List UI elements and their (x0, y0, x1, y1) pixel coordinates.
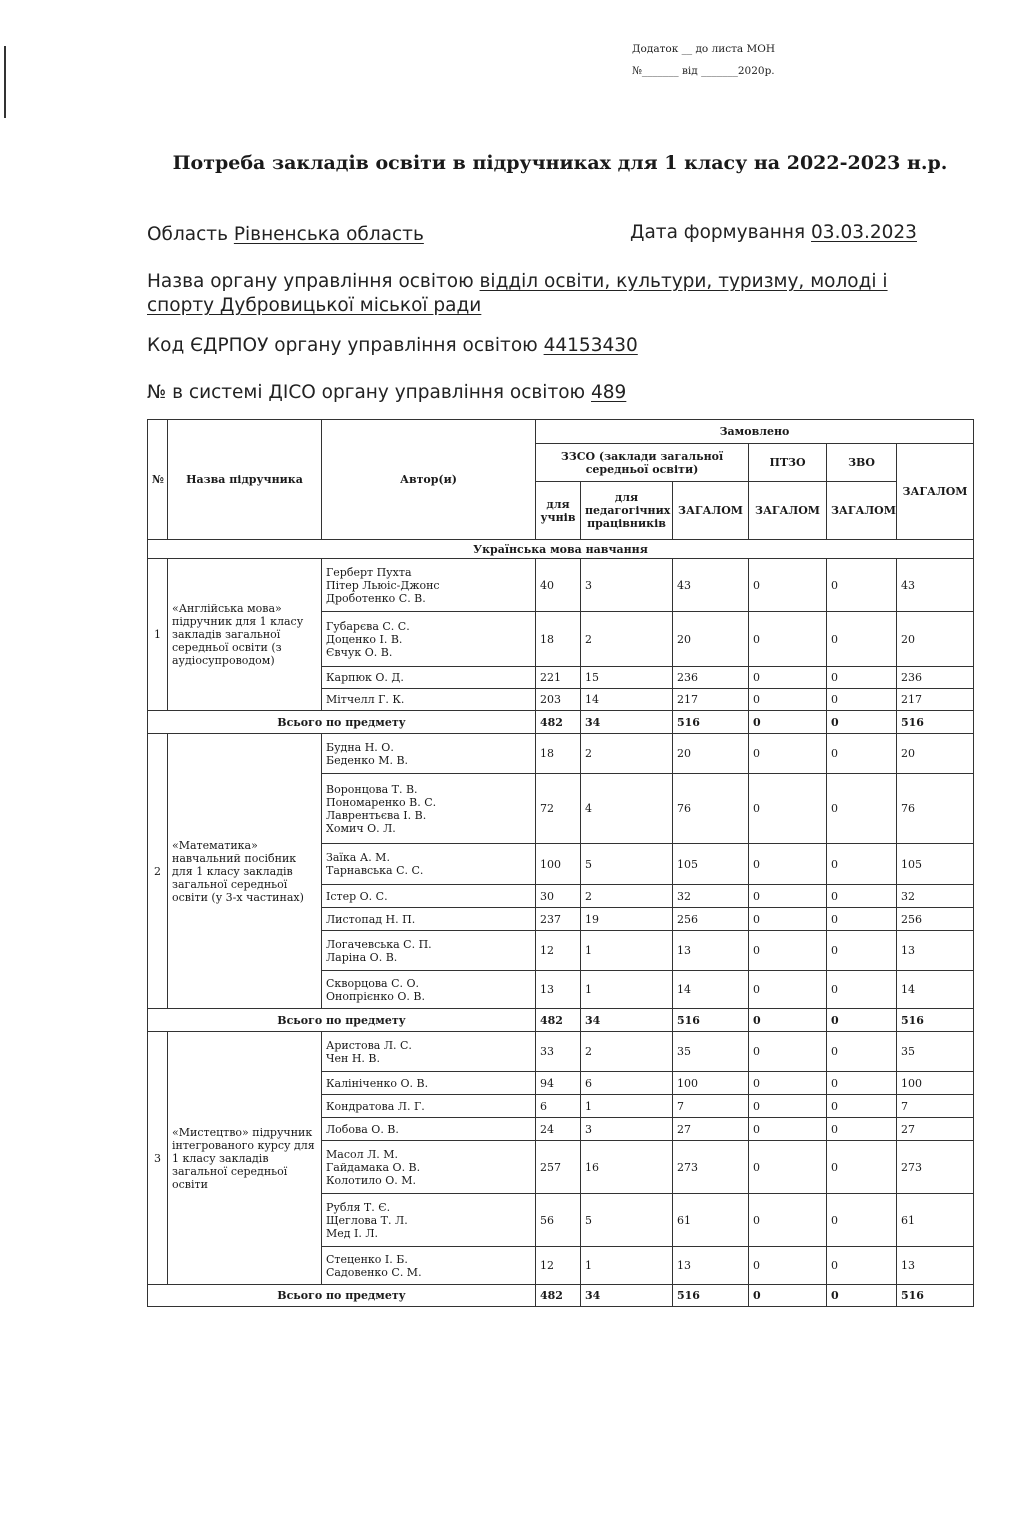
total-students: 482 (536, 711, 581, 734)
value-ptzo: 0 (749, 1194, 827, 1247)
value-total: 43 (897, 559, 974, 612)
authors-cell (322, 559, 536, 612)
value-ptzo: 0 (749, 885, 827, 908)
value-students: 94 (536, 1072, 581, 1095)
value-zzso: 61 (673, 1194, 749, 1247)
date-line (630, 222, 917, 243)
value-teachers: 3 (581, 559, 673, 612)
value-ptzo: 0 (749, 612, 827, 667)
value-zzso: 273 (673, 1141, 749, 1194)
value-students: 30 (536, 885, 581, 908)
value-total: 100 (897, 1072, 974, 1095)
diso-value: 489 (591, 382, 627, 403)
author-name: Воронцова Т. В. (326, 782, 418, 796)
value-zvo: 0 (827, 908, 897, 931)
value-students: 18 (536, 612, 581, 667)
value-zvo: 0 (827, 1118, 897, 1141)
value-students: 6 (536, 1095, 581, 1118)
author-name: Стеценко І. Б. (326, 1252, 408, 1266)
value-zvo: 0 (827, 559, 897, 612)
value-students: 12 (536, 1247, 581, 1285)
author-name: Мітчелл Г. К. (326, 693, 405, 706)
section-label: Українська мова навчання (148, 540, 974, 559)
total-label: Всього по предмету (148, 1285, 536, 1307)
author-name: Щеглова Т. Л. (326, 1213, 408, 1227)
value-teachers: 2 (581, 734, 673, 774)
value-students: 257 (536, 1141, 581, 1194)
value-teachers: 1 (581, 1095, 673, 1118)
value-ptzo: 0 (749, 559, 827, 612)
value-zzso: 236 (673, 667, 749, 689)
diso-line (147, 382, 626, 403)
value-zzso: 43 (673, 559, 749, 612)
subject-title: «Математика» навчальний посібник для 1 класу закладів загальної середньої освіти (у 3-х частинах) (168, 734, 322, 1009)
value-zzso: 217 (673, 689, 749, 711)
total-ptzo: 0 (749, 1285, 827, 1307)
authors-cell (322, 612, 536, 667)
header-ordered: Замовлено (536, 420, 974, 444)
value-zzso: 7 (673, 1095, 749, 1118)
author-name: Пономаренко В. С. (326, 795, 437, 809)
authors-cell (322, 1072, 536, 1095)
value-ptzo: 0 (749, 1095, 827, 1118)
author-name: Гайдамака О. В. (326, 1160, 421, 1174)
author-name: Лобова О. В. (326, 1122, 399, 1136)
value-teachers: 4 (581, 774, 673, 844)
value-students: 72 (536, 774, 581, 844)
value-total: 20 (897, 734, 974, 774)
authors-cell (322, 1141, 536, 1194)
header-ptzo-total: ЗАГАЛОМ (749, 482, 827, 540)
authority-label: Назва органу управління освітою (147, 271, 474, 292)
value-zzso: 27 (673, 1118, 749, 1141)
subject-total-row (148, 1009, 974, 1032)
author-name: Доценко І. В. (326, 632, 403, 646)
value-zvo: 0 (827, 844, 897, 885)
value-total: 256 (897, 908, 974, 931)
author-name: Беденко М. В. (326, 753, 409, 767)
author-name: Масол Л. М. (326, 1147, 399, 1161)
author-name: Ларіна О. В. (326, 950, 398, 964)
value-ptzo: 0 (749, 908, 827, 931)
total-zvo: 0 (827, 1009, 897, 1032)
header-no: № (148, 420, 168, 540)
authors-cell (322, 908, 536, 931)
value-zvo: 0 (827, 612, 897, 667)
value-teachers: 1 (581, 931, 673, 971)
author-name: Губарєва С. С. (326, 619, 410, 633)
total-total: 516 (897, 1009, 974, 1032)
annex-line-1: Додаток __ до листа МОН (632, 43, 776, 55)
value-teachers: 15 (581, 667, 673, 689)
value-total: 105 (897, 844, 974, 885)
table-row (148, 734, 974, 774)
value-ptzo: 0 (749, 1072, 827, 1095)
value-zzso: 13 (673, 1247, 749, 1285)
authors-cell (322, 1032, 536, 1072)
total-label: Всього по предмету (148, 1009, 536, 1032)
total-students: 482 (536, 1285, 581, 1307)
author-name: Чен Н. В. (326, 1051, 381, 1065)
value-total: 236 (897, 667, 974, 689)
value-zvo: 0 (827, 1072, 897, 1095)
value-teachers: 2 (581, 612, 673, 667)
value-ptzo: 0 (749, 1032, 827, 1072)
value-total: 273 (897, 1141, 974, 1194)
total-label: Всього по предмету (148, 711, 536, 734)
author-name: Рубля Т. Є. (326, 1200, 391, 1214)
value-total: 35 (897, 1032, 974, 1072)
header-teachers: для педагогічних працівників (581, 482, 673, 540)
value-zzso: 105 (673, 844, 749, 885)
value-total: 13 (897, 1247, 974, 1285)
date-label: Дата формування (630, 222, 806, 243)
edrpou-line (147, 335, 638, 356)
total-zzso: 516 (673, 1009, 749, 1032)
author-name: Хомич О. Л. (326, 821, 396, 835)
textbook-needs-table (147, 419, 974, 1307)
value-teachers: 19 (581, 908, 673, 931)
author-name: Мед І. Л. (326, 1226, 379, 1240)
value-students: 24 (536, 1118, 581, 1141)
value-students: 40 (536, 559, 581, 612)
value-zzso: 20 (673, 734, 749, 774)
value-ptzo: 0 (749, 1141, 827, 1194)
total-zzso: 516 (673, 1285, 749, 1307)
subject-number: 1 (148, 559, 168, 711)
scan-edge-mark (4, 46, 6, 118)
value-ptzo: 0 (749, 931, 827, 971)
value-zvo: 0 (827, 774, 897, 844)
authors-cell (322, 844, 536, 885)
value-teachers: 2 (581, 885, 673, 908)
header-name: Назва підручника (168, 420, 322, 540)
authority-line (147, 270, 888, 318)
authority-value-1: відділ освіти, культури, туризму, молоді і (479, 271, 888, 292)
value-students: 221 (536, 667, 581, 689)
value-teachers: 2 (581, 1032, 673, 1072)
date-value: 03.03.2023 (811, 222, 917, 243)
author-name: Істер О. С. (326, 889, 388, 903)
subject-title: «Мистецтво» підручник інтегрованого курсу для 1 класу закладів загальної середньої освіти (168, 1032, 322, 1285)
subject-number: 3 (148, 1032, 168, 1285)
author-name: Заїка А. М. (326, 851, 390, 864)
subject-title: «Англійська мова» підручник для 1 класу закладів загальної середньої освіти (з аудіосупроводом) (168, 559, 322, 711)
value-total: 20 (897, 612, 974, 667)
value-total: 13 (897, 931, 974, 971)
value-teachers: 1 (581, 971, 673, 1009)
authors-cell (322, 689, 536, 711)
total-teachers: 34 (581, 1285, 673, 1307)
authors-cell (322, 931, 536, 971)
value-zvo: 0 (827, 1141, 897, 1194)
total-ptzo: 0 (749, 1009, 827, 1032)
total-teachers: 34 (581, 1009, 673, 1032)
author-name: Онопрієнко О. В. (326, 989, 425, 1003)
value-teachers: 14 (581, 689, 673, 711)
author-name: Лаврентьєва І. В. (326, 808, 427, 822)
header-ptzo: ПТЗО (749, 444, 827, 482)
value-zvo: 0 (827, 1247, 897, 1285)
value-students: 12 (536, 931, 581, 971)
value-zzso: 256 (673, 908, 749, 931)
value-zvo: 0 (827, 1194, 897, 1247)
table-body (148, 540, 974, 1307)
value-students: 33 (536, 1032, 581, 1072)
authors-cell (322, 971, 536, 1009)
value-teachers: 16 (581, 1141, 673, 1194)
author-name: Герберт Пухта (326, 565, 412, 579)
total-zzso: 516 (673, 711, 749, 734)
subject-number: 2 (148, 734, 168, 1009)
author-name: Листопад Н. П. (326, 912, 416, 926)
value-ptzo: 0 (749, 774, 827, 844)
value-zvo: 0 (827, 931, 897, 971)
value-total: 61 (897, 1194, 974, 1247)
value-zzso: 76 (673, 774, 749, 844)
value-zvo: 0 (827, 689, 897, 711)
total-zvo: 0 (827, 711, 897, 734)
authors-cell (322, 1095, 536, 1118)
header-zvo: ЗВО (827, 444, 897, 482)
value-teachers: 5 (581, 1194, 673, 1247)
author-name: Калініченко О. В. (326, 1076, 429, 1090)
author-name: Логачевська С. П. (326, 937, 432, 951)
value-zvo: 0 (827, 734, 897, 774)
authors-cell (322, 734, 536, 774)
header-authors: Автор(и) (322, 420, 536, 540)
value-total: 14 (897, 971, 974, 1009)
value-students: 203 (536, 689, 581, 711)
author-name: Колотило О. М. (326, 1173, 417, 1187)
value-zvo: 0 (827, 667, 897, 689)
value-ptzo: 0 (749, 689, 827, 711)
author-name: Дроботенко С. В. (326, 591, 426, 605)
value-teachers: 5 (581, 844, 673, 885)
region-line (147, 224, 424, 245)
value-total: 7 (897, 1095, 974, 1118)
author-name: Євчук О. В. (326, 645, 393, 659)
value-teachers: 6 (581, 1072, 673, 1095)
annex-line-2: №_______ від _______2020р. (632, 65, 775, 77)
edrpou-label: Код ЄДРПОУ органу управління освітою (147, 335, 538, 356)
diso-label: № в системі ДІСО органу управління освітою (147, 382, 586, 403)
value-zzso: 14 (673, 971, 749, 1009)
author-name: Будна Н. О. (326, 740, 394, 754)
total-students: 482 (536, 1009, 581, 1032)
value-teachers: 3 (581, 1118, 673, 1141)
value-ptzo: 0 (749, 667, 827, 689)
region-label: Область (147, 224, 228, 245)
value-ptzo: 0 (749, 844, 827, 885)
header-students: для учнів (536, 482, 581, 540)
table-row (148, 1032, 974, 1072)
value-ptzo: 0 (749, 971, 827, 1009)
value-ptzo: 0 (749, 1247, 827, 1285)
value-zzso: 32 (673, 885, 749, 908)
authors-cell (322, 667, 536, 689)
header-total: ЗАГАЛОМ (897, 444, 974, 540)
total-zvo: 0 (827, 1285, 897, 1307)
authors-cell (322, 1118, 536, 1141)
value-zzso: 20 (673, 612, 749, 667)
value-zvo: 0 (827, 1032, 897, 1072)
edrpou-value: 44153430 (543, 335, 638, 356)
total-teachers: 34 (581, 711, 673, 734)
value-zvo: 0 (827, 971, 897, 1009)
value-total: 76 (897, 774, 974, 844)
authors-cell (322, 774, 536, 844)
value-ptzo: 0 (749, 1118, 827, 1141)
value-zzso: 35 (673, 1032, 749, 1072)
author-name: Тарнавська С. С. (326, 864, 424, 877)
header-zzso-total: ЗАГАЛОМ (673, 482, 749, 540)
author-name: Карпюк О. Д. (326, 671, 404, 684)
author-name: Аристова Л. С. (326, 1038, 412, 1052)
author-name: Садовенко С. М. (326, 1265, 422, 1279)
value-students: 100 (536, 844, 581, 885)
subject-total-row (148, 711, 974, 734)
value-total: 32 (897, 885, 974, 908)
author-name: Пітер Льюіс-Джонс (326, 578, 440, 592)
value-students: 237 (536, 908, 581, 931)
value-zvo: 0 (827, 1095, 897, 1118)
total-total: 516 (897, 1285, 974, 1307)
value-ptzo: 0 (749, 734, 827, 774)
header-zvo-total: ЗАГАЛОМ (827, 482, 897, 540)
author-name: Скворцова С. О. (326, 976, 420, 990)
authors-cell (322, 1194, 536, 1247)
value-students: 13 (536, 971, 581, 1009)
value-total: 217 (897, 689, 974, 711)
region-value: Рівненська область (233, 224, 424, 245)
authors-cell (322, 885, 536, 908)
authors-cell (322, 1247, 536, 1285)
value-zvo: 0 (827, 885, 897, 908)
value-total: 27 (897, 1118, 974, 1141)
annex-note (632, 38, 775, 82)
value-zzso: 13 (673, 931, 749, 971)
table-row (148, 559, 974, 612)
value-students: 18 (536, 734, 581, 774)
value-students: 56 (536, 1194, 581, 1247)
document-title: Потреба закладів освіти в підручниках для 1 класу на 2022-2023 н.р. (172, 152, 948, 174)
author-name: Кондратова Л. Г. (326, 1099, 425, 1113)
total-ptzo: 0 (749, 711, 827, 734)
subject-total-row (148, 1285, 974, 1307)
value-teachers: 1 (581, 1247, 673, 1285)
total-total: 516 (897, 711, 974, 734)
authority-value-2: спорту Дубровицької міської ради (147, 295, 482, 316)
value-zzso: 100 (673, 1072, 749, 1095)
header-zzso: ЗЗСО (заклади загальної середньої освіти) (536, 444, 749, 482)
